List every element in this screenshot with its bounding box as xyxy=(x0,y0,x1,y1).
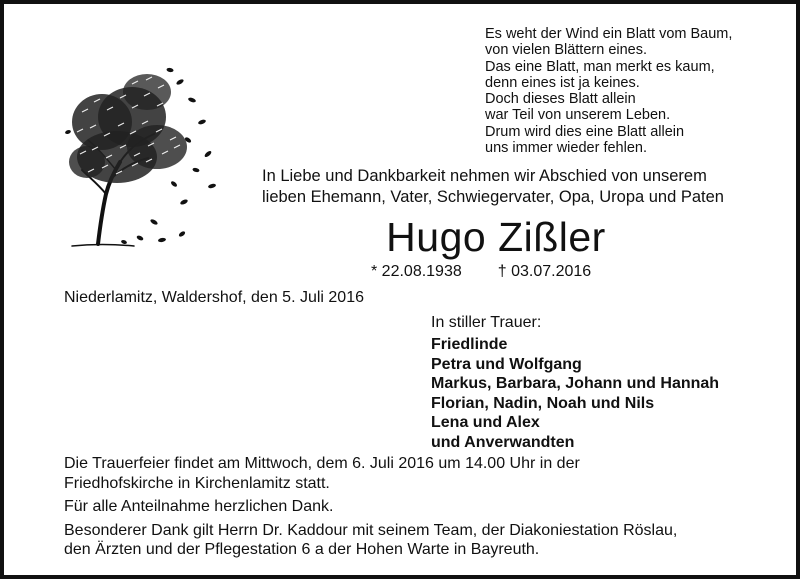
mourner-entry: Lena und Alex xyxy=(431,414,540,431)
life-dates xyxy=(371,262,591,282)
mourners-label: In stiller Trauer: xyxy=(431,314,542,331)
deceased-name xyxy=(4,213,800,261)
thanks-line: Für alle Anteilnahme herzlichen Dank. xyxy=(64,498,334,515)
funeral-info-line: Friedhofskirche in Kirchenlamitz statt. xyxy=(64,474,330,492)
deceased-name-text: Hugo Zißler xyxy=(386,214,606,260)
special-thanks-line: Besonderer Dank gilt Herrn Dr. Kaddour mit seinem Team, der Diakoniestation Röslau, xyxy=(64,521,678,539)
funeral-info xyxy=(64,454,677,493)
funeral-info-line: Die Trauerfeier findet am Mittwoch, dem 6. Juli 2016 um 14.00 Uhr in der xyxy=(64,455,580,472)
mourners-list xyxy=(431,335,719,452)
intro-line: In Liebe und Dankbarkeit nehmen wir Abschied von unserem xyxy=(262,167,707,185)
special-thanks xyxy=(64,521,677,560)
intro-line: lieben Ehemann, Vater, Schwiegervater, Opa, Uropa und Paten xyxy=(262,188,724,206)
special-thanks-line: den Ärzten und der Pflegestation 6 a der Hohen Warte in Bayreuth. xyxy=(64,541,540,558)
mourner-entry: Florian, Nadin, Noah und Nils xyxy=(431,394,655,412)
poem-line: Drum wird dies eine Blatt allein xyxy=(485,123,685,140)
mourner-entry: und Anverwandten xyxy=(431,433,575,451)
birth-date: * 22.08.1938 xyxy=(371,263,462,280)
thanks-text xyxy=(64,497,677,517)
mourner-entry: Friedlinde xyxy=(431,336,508,353)
mourner-entry: Markus, Barbara, Johann und Hannah xyxy=(431,375,720,392)
death-date: † 03.07.2016 xyxy=(497,263,592,280)
poem-line: Das eine Blatt, man merkt es kaum, xyxy=(485,58,715,75)
mourner-entry: Petra und Wolfgang xyxy=(431,355,582,373)
intro-text xyxy=(262,166,724,208)
tree-foliage xyxy=(69,74,187,183)
poem-line: von vielen Blättern eines. xyxy=(485,42,648,59)
poem-line: uns immer wieder fehlen. xyxy=(485,140,647,157)
poem xyxy=(485,26,732,156)
footer-text xyxy=(64,454,677,564)
place-and-date: Niederlamitz, Waldershof, den 5. Juli 2016 xyxy=(64,289,364,306)
poem-line: Doch dieses Blatt allein xyxy=(485,91,636,108)
poem-line: Es weht der Wind ein Blatt vom Baum, xyxy=(485,26,733,42)
poem-line: denn eines ist ja keines. xyxy=(485,74,640,91)
poem-line: war Teil von unserem Leben. xyxy=(485,107,671,124)
